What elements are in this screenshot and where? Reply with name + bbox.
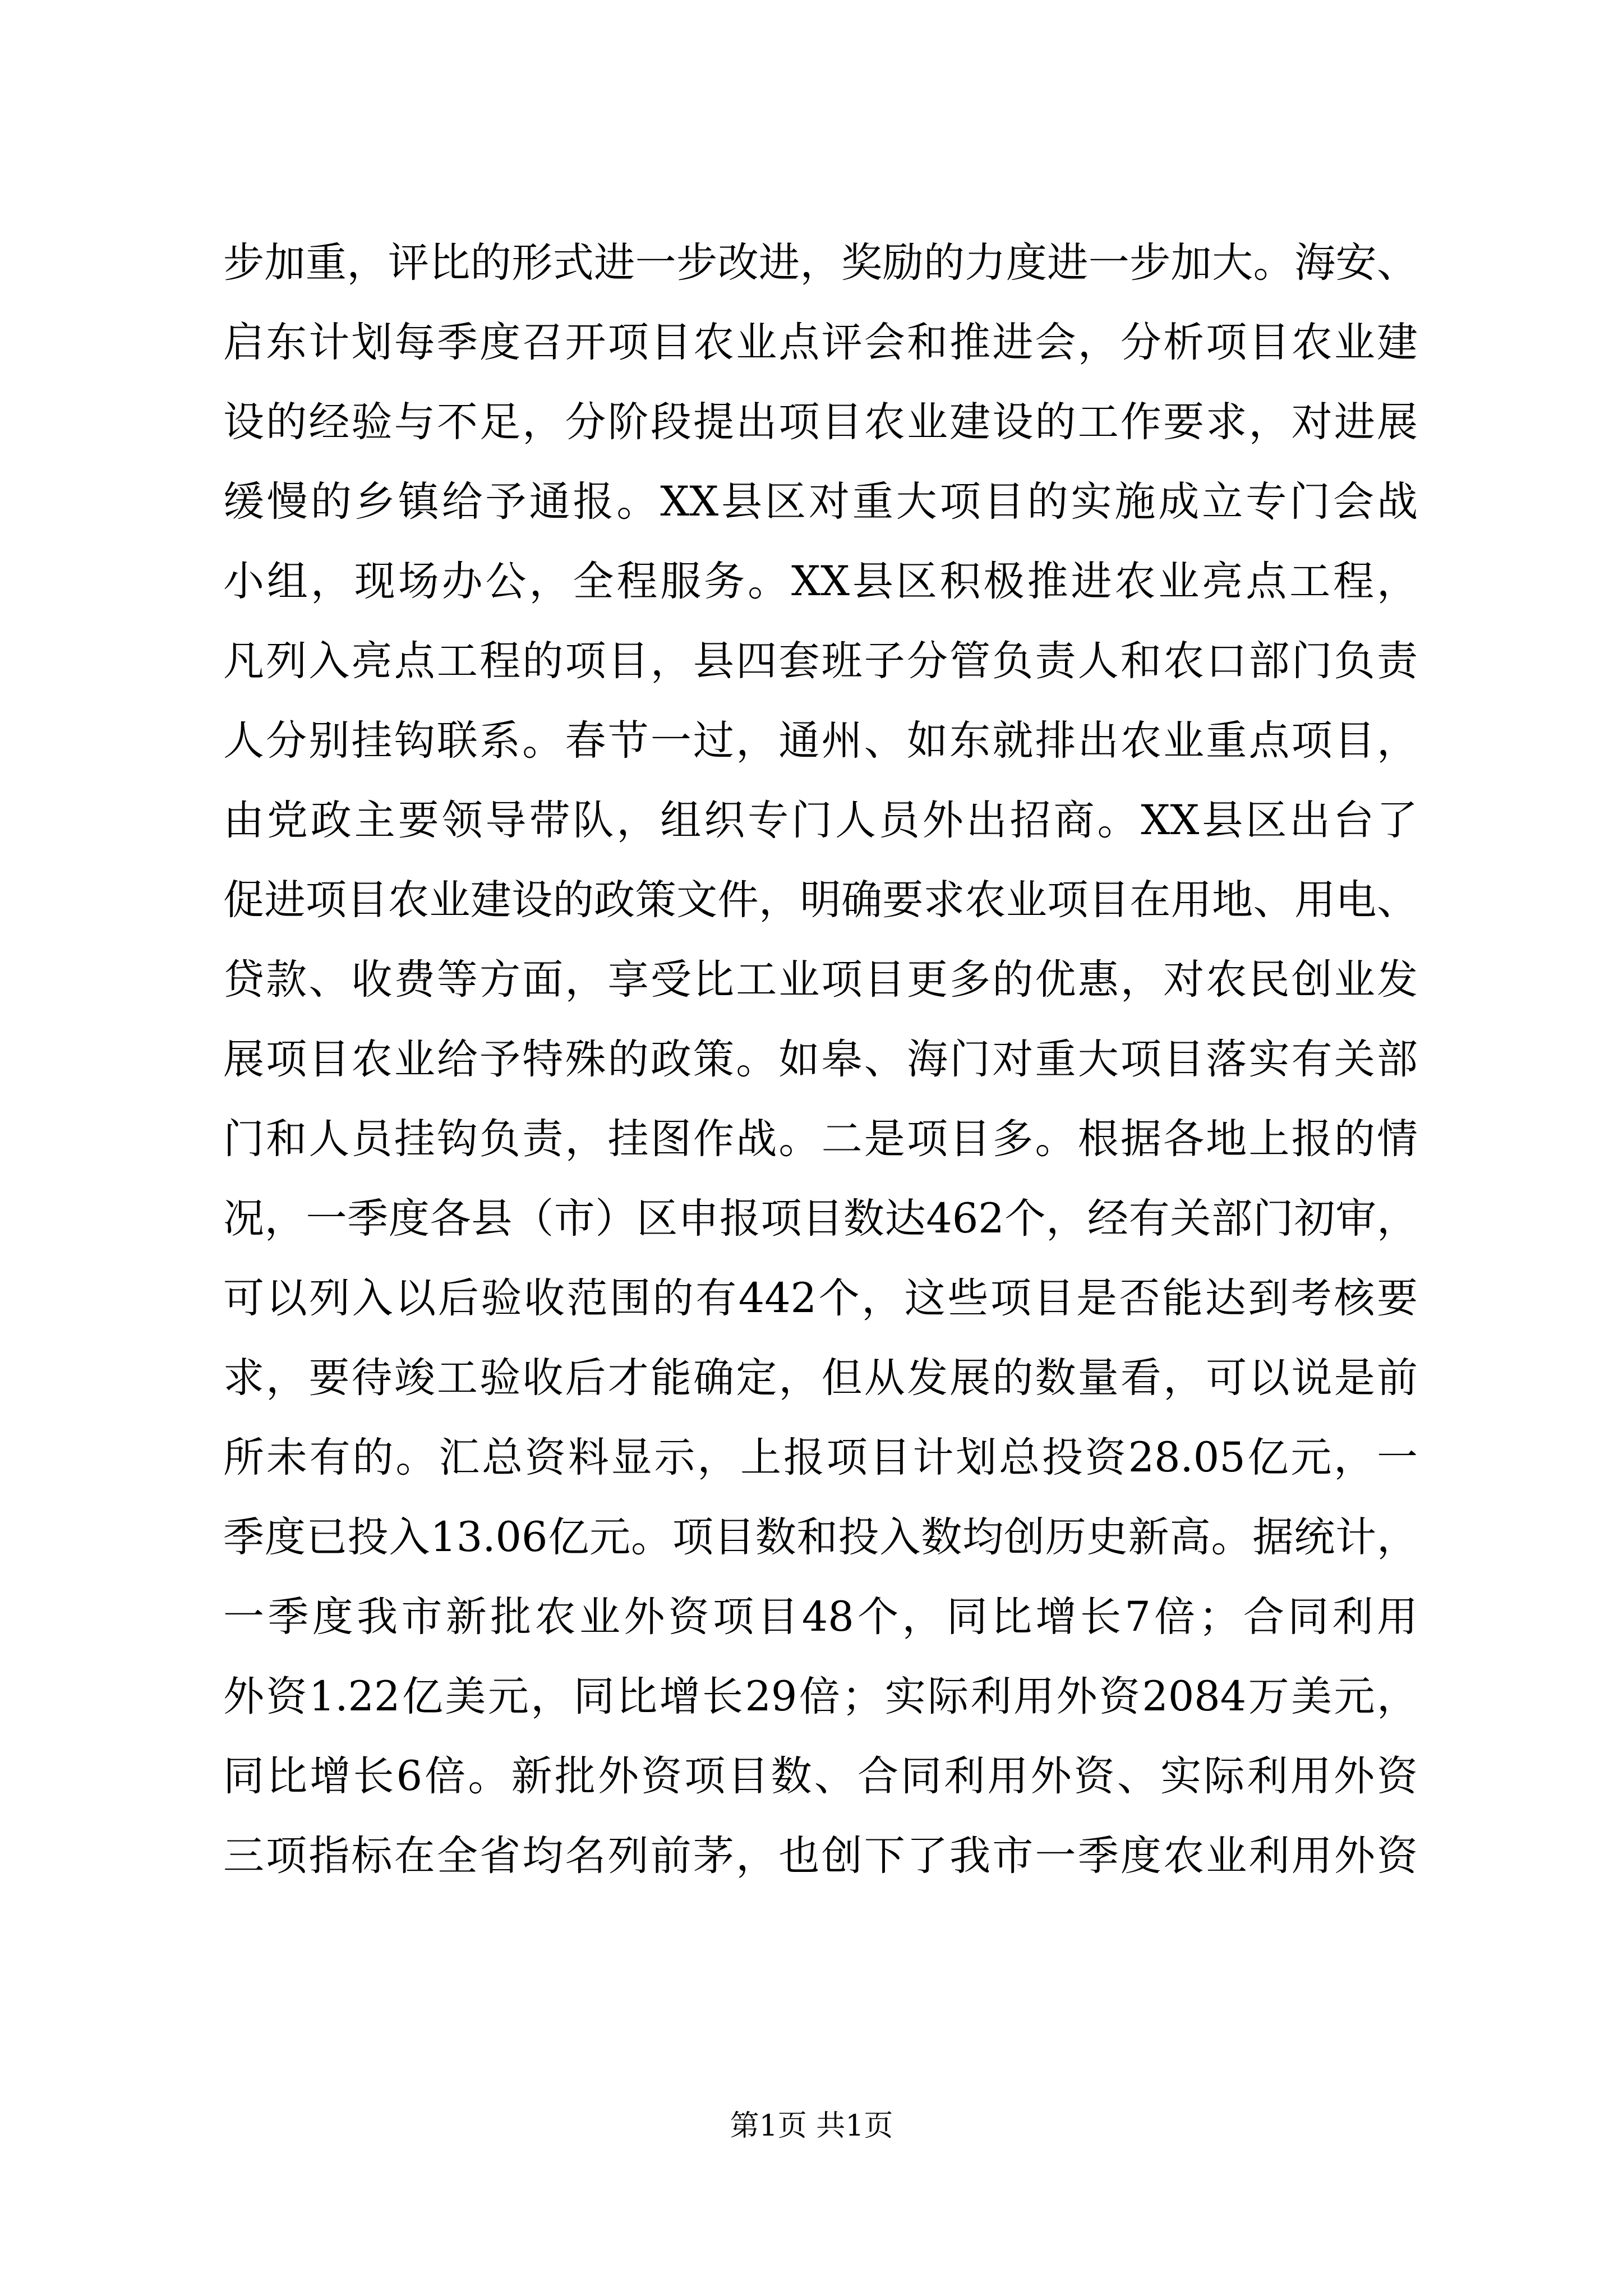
text-line: 可以列入以后验收范围的有442个，这些项目是否能达到考核要 xyxy=(223,1274,1418,1322)
text-line: 由党政主要领导带队，组织专门人员外出招商。XX县区出台了 xyxy=(223,797,1418,844)
text-line: 况，一季度各县（市）区申报项目数达462个，经有关部门初审， xyxy=(223,1195,1418,1243)
text-line: 凡列入亮点工程的项目，县四套班子分管负责人和农口部门负责 xyxy=(223,637,1418,685)
text-line: 外资1.22亿美元，同比增长29倍；实际利用外资2084万美元， xyxy=(223,1673,1418,1720)
text-line: 人分别挂钩联系。春节一过，通州、如东就排出农业重点项目， xyxy=(223,717,1418,765)
text-line: 同比增长6倍。新批外资项目数、合同利用外资、实际利用外资 xyxy=(223,1752,1418,1800)
text-line: 门和人员挂钩负责，挂图作战。二是项目多。根据各地上报的情 xyxy=(223,1115,1418,1163)
text-line: 求，要待竣工验收后才能确定，但从发展的数量看，可以说是前 xyxy=(223,1354,1418,1402)
body-paragraph xyxy=(223,223,1418,1896)
text-line: 促进项目农业建设的政策文件，明确要求农业项目在用地、用电、 xyxy=(223,876,1418,924)
text-line: 步加重，评比的形式进一步改进，奖励的力度进一步加大。海安、 xyxy=(223,239,1418,287)
text-line: 三项指标在全省均名列前茅，也创下了我市一季度农业利用外资 xyxy=(223,1832,1418,1880)
text-line: 小组，现场办公，全程服务。XX县区积极推进农业亮点工程， xyxy=(223,558,1418,605)
text-line: 启东计划每季度召开项目农业点评会和推进会，分析项目农业建 xyxy=(223,319,1418,366)
text-line: 展项目农业给予特殊的政策。如皋、海门对重大项目落实有关部 xyxy=(223,1036,1418,1083)
text-line: 缓慢的乡镇给予通报。XX县区对重大项目的实施成立专门会战 xyxy=(223,478,1418,526)
text-line: 贷款、收费等方面，享受比工业项目更多的优惠，对农民创业发 xyxy=(223,956,1418,1004)
text-line: 设的经验与不足，分阶段提出项目农业建设的工作要求，对进展 xyxy=(223,398,1418,446)
text-line: 季度已投入13.06亿元。项目数和投入数均创历史新高。据统计， xyxy=(223,1513,1418,1561)
page-footer: 第1页 共1页 xyxy=(730,2109,893,2143)
text-line: 所未有的。汇总资料显示，上报项目计划总投资28.05亿元，一 xyxy=(223,1434,1418,1481)
text-line: 一季度我市新批农业外资项目48个，同比增长7倍；合同利用 xyxy=(223,1593,1418,1641)
